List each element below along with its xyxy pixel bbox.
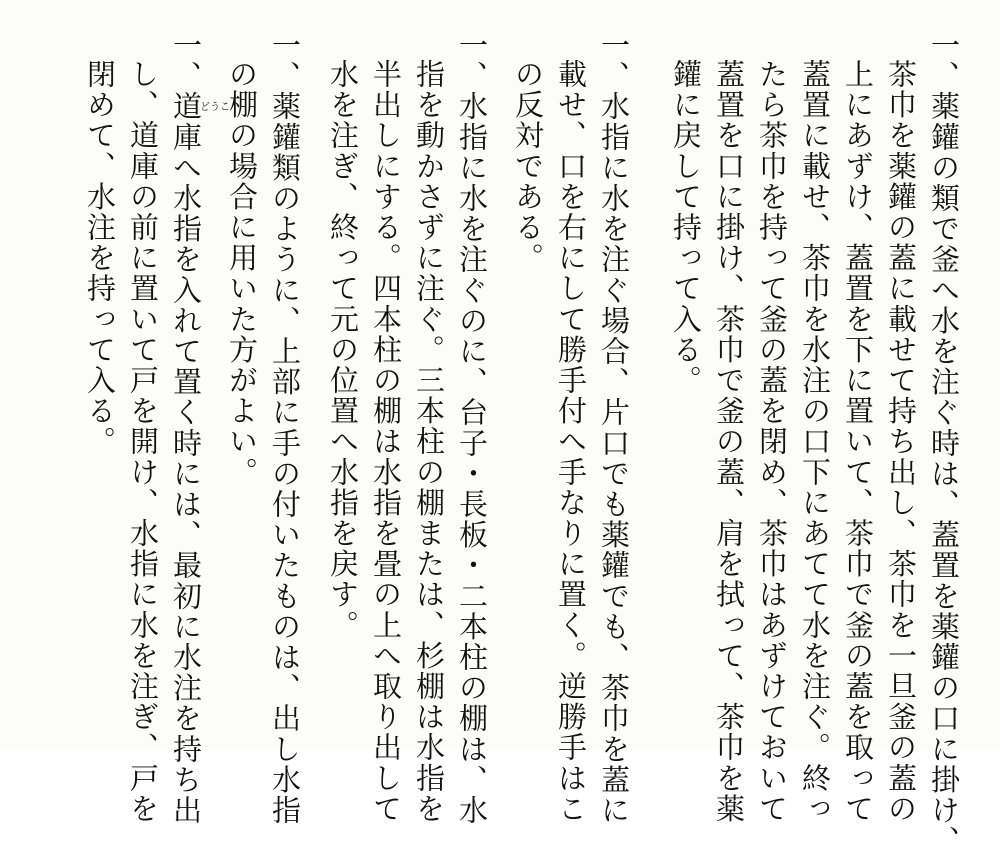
text-column-12: 指を動かさずに注ぐ。三本柱の棚または、杉棚は水指を [412, 59, 446, 824]
text-column-7: 鑵に戻して持って入る。 [669, 59, 703, 396]
text-column-16: の棚の場合に用いた方がよい。 [225, 59, 259, 488]
text-column-8: 一、水指に水を注ぐ場合、片口でも薬鑵でも、茶巾を蓋に [597, 30, 631, 826]
text-column-15: 一、薬鑵類のように、上部に手の付いたものは、出し水指 [268, 30, 302, 826]
text-column-11: 一、水指に水を注ぐのに、台子・長板・二本柱の棚は、水 [455, 30, 489, 826]
text-column-10: の反対である。 [511, 59, 545, 274]
text-column-18: し、道庫の前に置いて戸を開け、水指に水を注ぎ、戸を [126, 59, 160, 824]
text-column-5: たら茶巾を持って釜の蓋を閉め、茶巾はあずけておいて [755, 59, 789, 824]
text-column-3: 上にあずけ、蓋置を下に置いて、茶巾で釜の蓋を取って [841, 59, 875, 824]
text-column-9: 載せ、口を右にして勝手付へ手なりに置く。逆勝手はこ [554, 59, 588, 824]
text-column-6: 蓋置を口に掛け、茶巾で釜の蓋、肩を拭って、茶巾を薬 [712, 59, 746, 824]
text-column-19: 閉めて、水注を持って入る。 [83, 59, 117, 457]
text-column-1: 一、薬鑵の類で釜へ水を注ぐ時は、蓋置を薬鑵の口に掛け、 [927, 30, 961, 856]
ruby-doko: どうこ [200, 102, 230, 113]
text-column-4: 蓋置に載せ、茶巾を水注の口下にあてて水を注ぐ。終っ [798, 59, 832, 824]
text-column-2: 茶巾を薬鑵の蓋に載せて持ち出し、茶巾を一旦釜の蓋の [884, 59, 918, 824]
text-column-14: 水を注ぎ、終って元の位置へ水指を戻す。 [326, 59, 360, 641]
text-column-17: 一、道庫へ水指を入れて置く時には、最初に水注を持ち出 [169, 30, 203, 826]
text-column-13: 半出しにする。四本柱の棚は水指を畳の上へ取り出して [369, 59, 403, 824]
